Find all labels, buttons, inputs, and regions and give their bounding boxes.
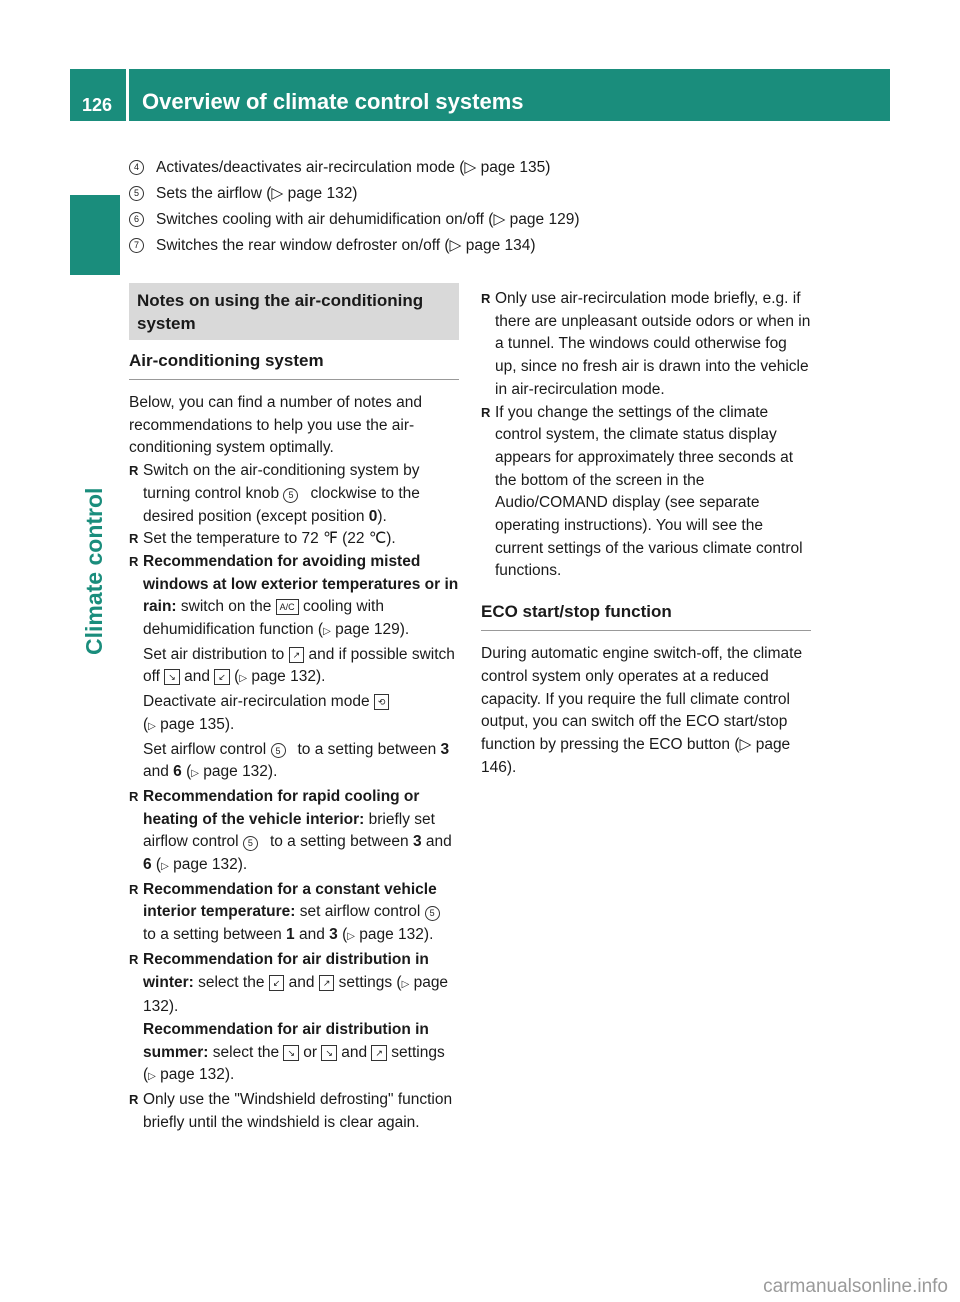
page-number: 126 — [82, 95, 113, 115]
footwell-distribution-icon: ↙ — [269, 975, 285, 991]
ac-icon: A/C — [276, 599, 299, 615]
intro-item — [129, 232, 829, 258]
intro-text: Switches cooling with air dehumidification on/off (▷ page 129) — [156, 210, 580, 228]
intro-text: Sets the airflow (▷ page 132) — [156, 184, 358, 202]
left-column — [129, 283, 459, 1135]
bullet-status-display: R If you change the settings of the climate control system, the climate status display appears for approximately three seconds at the bottom of the screen in the Audio/COMAND display (see separate operating instructions). You will see the current settings of the various climate control functions. — [481, 402, 811, 584]
bullet-windshield-defrosting: R Only use the "Windshield defrosting" function briefly until the windshield is clear again. — [129, 1089, 459, 1134]
bullet-rapid-cooling: R Recommendation for rapid cooling or heating of the vehicle interior: briefly set airflow control 5 to a setting between 3 and 6 (▷ page 132). — [129, 786, 459, 879]
notes-heading: Notes on using the air-conditioning system — [129, 283, 459, 340]
bullet-recirculation: R Only use air-recirculation mode briefly, e.g. if there are unpleasant outside odors or when in a tunnel. The windows could otherwise fog up, since no fresh air is drawn into the vehicle in air-recirculation mode. — [481, 288, 811, 402]
eco-text: During automatic engine switch-off, the climate control system only operates at a reduced capacity. If you require the full climate control output, you can switch off the ECO start/stop function by pressing the ECO button (▷ page 146). — [481, 645, 803, 776]
callout-5-icon: 5 — [283, 488, 298, 503]
bullet-misted-windows: R Recommendation for avoiding misted windows at low exterior temperatures or in rain: switch on the A/C cooling with dehumidification function (▷ page 129). Set air distribution to ↗ and if possible switch off ↘ and ↙ (▷ page 132). Deactivate air-recirculation mode ⟲ (▷ page 135). Set airflow control 5 to a setting between 3 and 6 (▷ page 132). — [129, 551, 459, 786]
defrost-distribution-icon: ↗ — [319, 975, 335, 991]
upper-distribution-icon: ↘ — [164, 669, 180, 685]
defrost-distribution-icon: ↗ — [371, 1045, 387, 1061]
bullet-constant-temperature: R Recommendation for a constant vehicle interior temperature: set airflow control 5to a setting between 1 and 3 (▷ page 132). — [129, 879, 459, 949]
callout-number: 4 — [129, 160, 144, 175]
recirculation-icon: ⟲ — [374, 694, 390, 710]
callout-number: 5 — [129, 186, 144, 201]
intro-list — [129, 154, 829, 258]
callout-5-icon: 5 — [243, 836, 258, 851]
footwell-distribution-icon: ↙ — [214, 669, 230, 685]
header-separator — [126, 69, 129, 121]
watermark: carmanualsonline.info — [763, 1276, 948, 1297]
right-column — [481, 288, 811, 779]
bullet-air-distribution: R Recommendation for air distribution in winter: select the ↙ and ↗ settings (▷ page 132). Recommendation for air distribution in summer: select the ↘ or ↘ and ↗ settings (▷ page 132). — [129, 949, 459, 1089]
callout-5-icon: 5 — [425, 906, 440, 921]
intro-item — [129, 180, 829, 206]
defrost-distribution-icon: ↗ — [289, 647, 305, 663]
upper-distribution-icon: ↘ — [283, 1045, 299, 1061]
intro-text: Activates/deactivates air-recirculation mode (▷ page 135) — [156, 158, 551, 176]
intro-item — [129, 154, 829, 180]
side-tab-block — [70, 195, 120, 275]
side-tab-label: Climate control — [81, 487, 107, 655]
upper-distribution-icon: ↘ — [321, 1045, 337, 1061]
ac-intro: Below, you can find a number of notes and recommendations to help you use the air-conditioning system optimally. — [129, 394, 422, 457]
intro-text: Switches the rear window defroster on/off (▷ page 134) — [156, 236, 536, 254]
eco-heading: ECO start/stop function — [481, 601, 811, 631]
ac-heading: Air-conditioning system — [129, 350, 459, 380]
callout-number: 7 — [129, 238, 144, 253]
page-title: Overview of climate control systems — [142, 89, 524, 114]
bullet-temperature: R Set the temperature to 72 ℉ (22 ℃). — [129, 528, 459, 551]
callout-number: 6 — [129, 212, 144, 227]
header-bar — [70, 69, 890, 121]
intro-item — [129, 206, 829, 232]
bullet-switch-on: R Switch on the air-conditioning system by turning control knob 5 clockwise to the desired position (except position 0). — [129, 460, 459, 528]
callout-5-icon: 5 — [271, 743, 286, 758]
